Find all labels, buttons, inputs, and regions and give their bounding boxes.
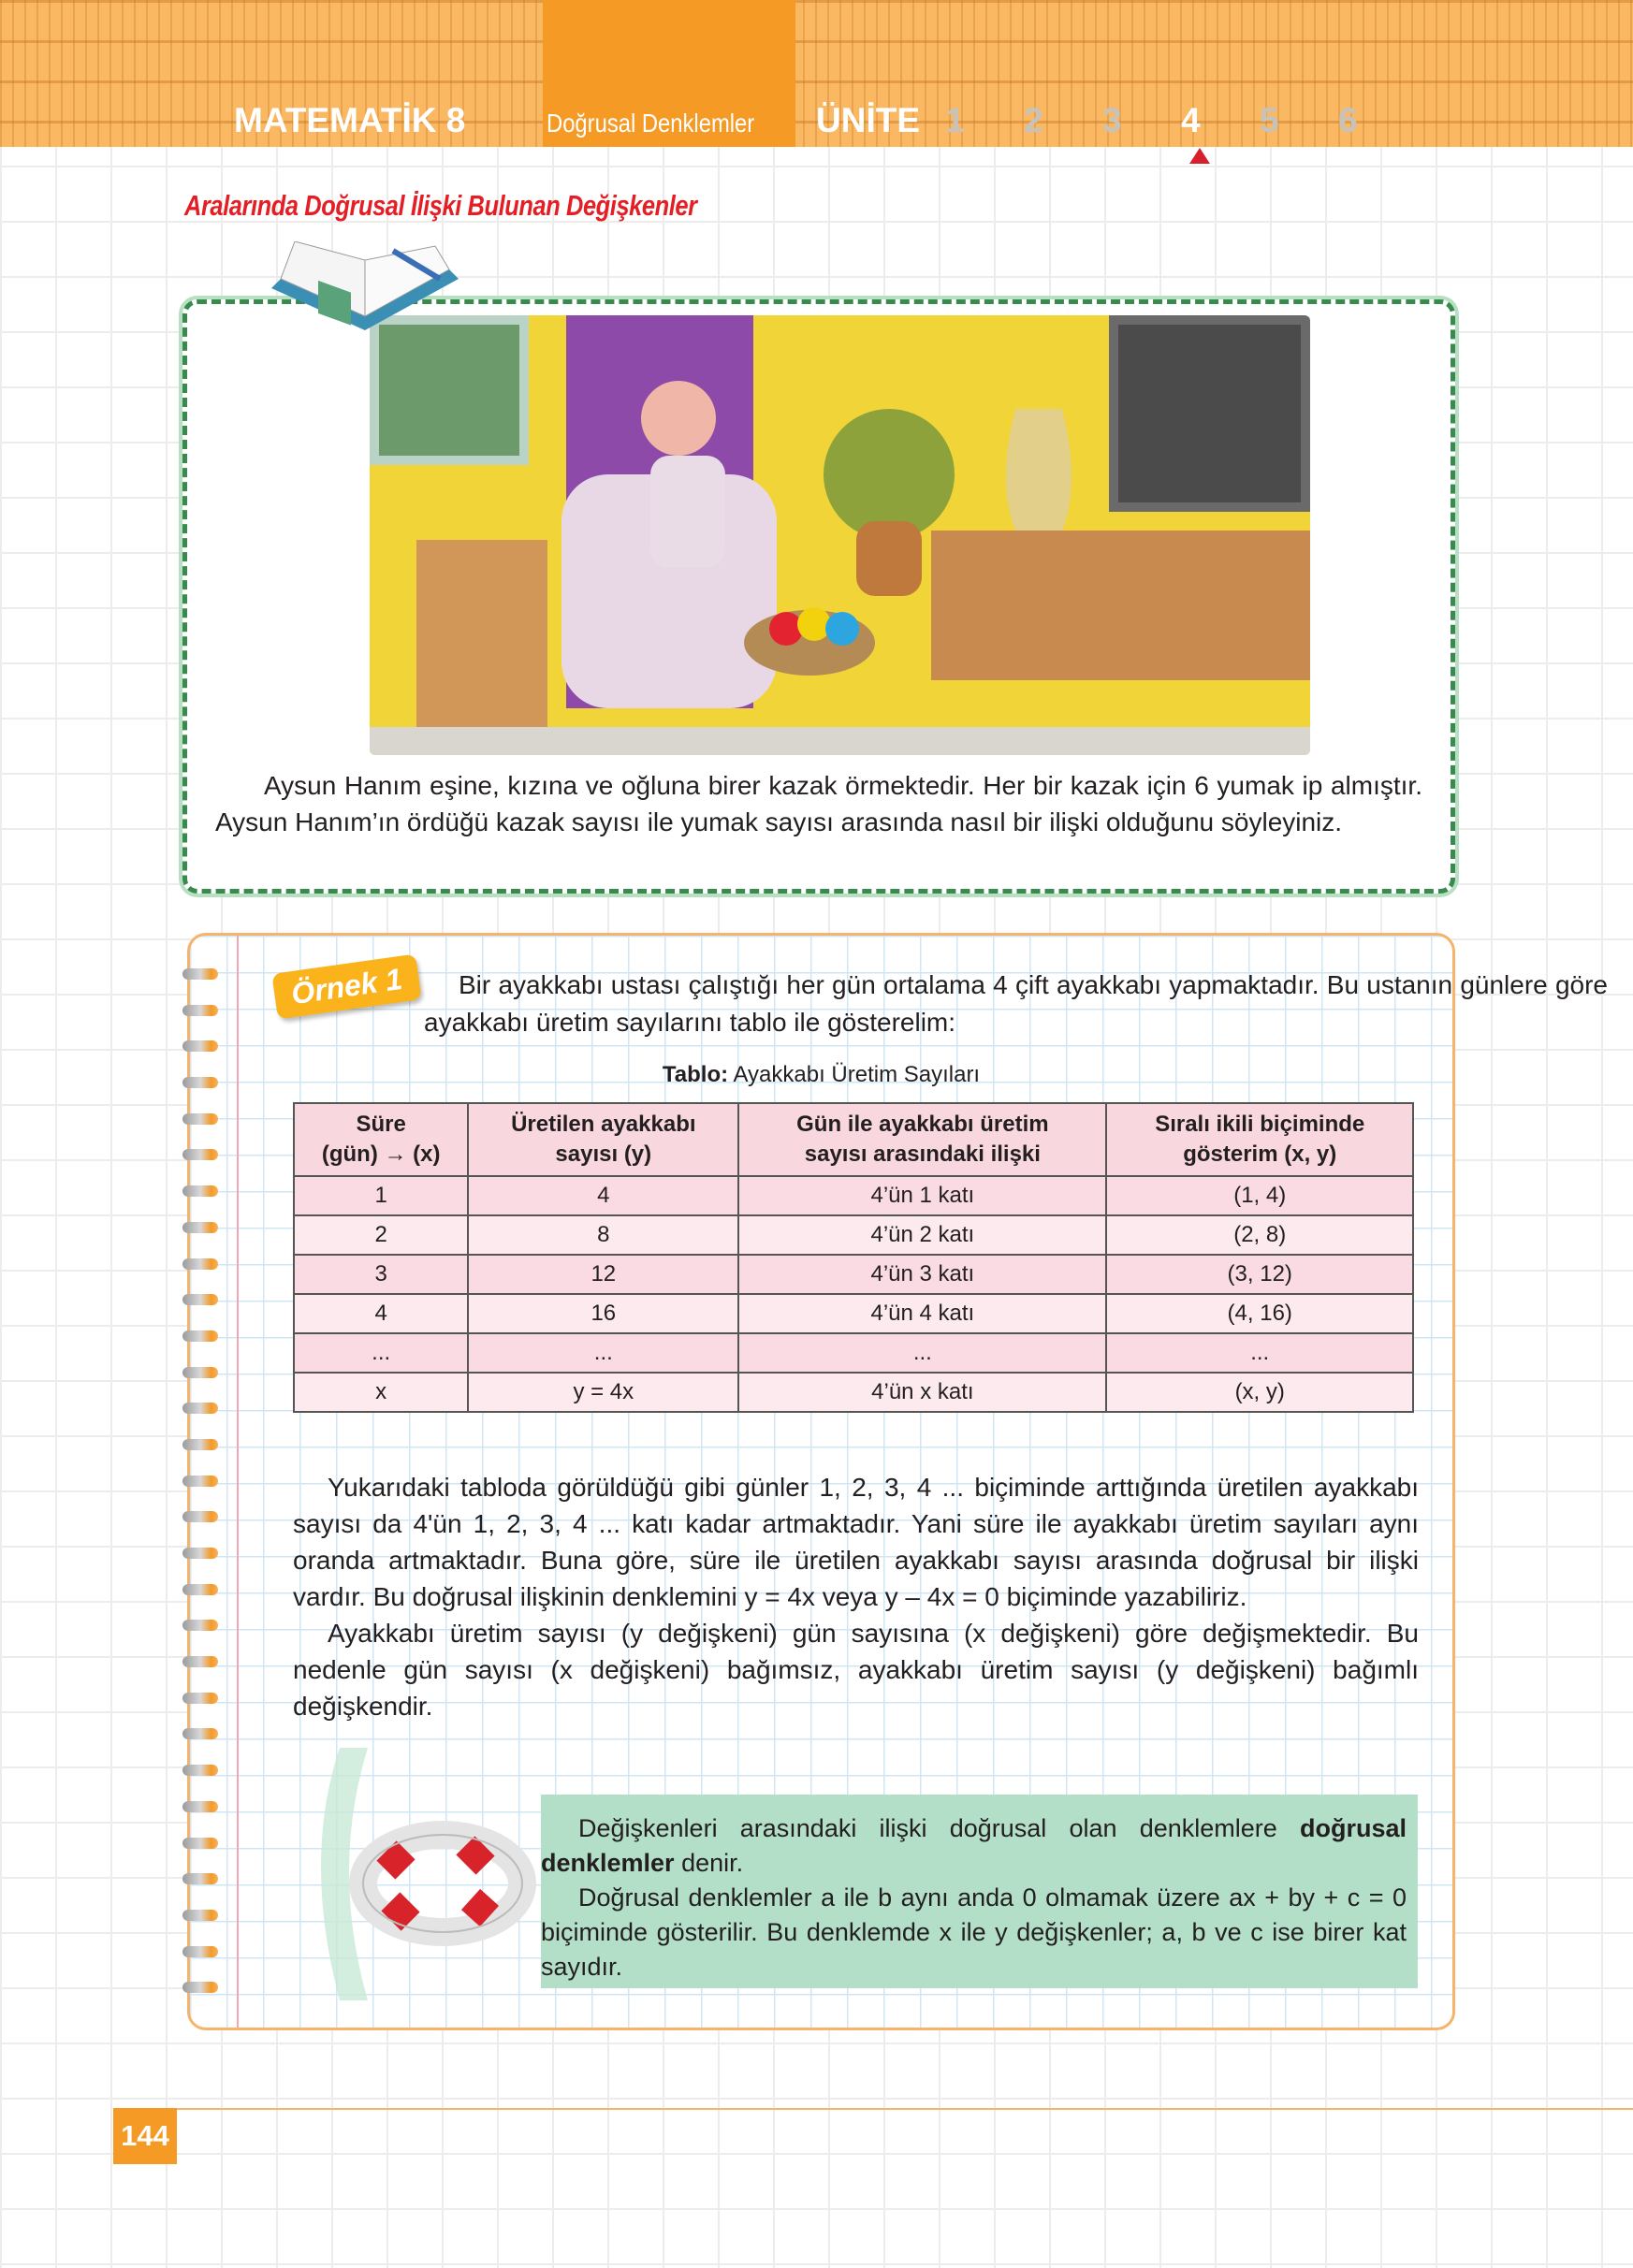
production-table [293, 1102, 1414, 1413]
table-row: 3 12 4’ün 3 katı (3, 12) [294, 1255, 1413, 1294]
subject-title: MATEMATİK 8 [234, 101, 466, 139]
definition-text: Değişkenleri arasındaki ilişki doğrusal olan denklemlere doğrusal denklemler denir. [541, 1814, 1407, 1877]
active-unit-marker-icon [1189, 148, 1210, 164]
page-number: 144 [113, 2108, 177, 2164]
definition-box [541, 1795, 1418, 1988]
unit-nav [945, 101, 1417, 140]
section-title: Aralarında Doğrusal İlişki Bulunan Değişkenler [184, 189, 697, 222]
example-intro-text: Bir ayakkabı ustası çalıştığı her gün ortalama 4 çift ayakkabı yapmaktadır. Bu ustanın günlere göre ayakkabı üretim sayılarını tablo ile gösterelim: [424, 970, 1608, 1037]
column-header: Sıralı ikili biçiminde gösterim (x, y) [1106, 1103, 1413, 1176]
example-badge: Örnek 1 [271, 953, 421, 1019]
unit-1: 1 [945, 101, 965, 139]
table-row: 2 8 4’ün 2 katı (2, 8) [294, 1215, 1413, 1255]
unit-5: 5 [1260, 101, 1279, 139]
unit-6: 6 [1338, 101, 1358, 139]
unit-4-active: 4 [1181, 101, 1201, 139]
explanation-text: Yukarıdaki tabloda görüldüğü gibi günler 1, 2, 3, 4 ... biçiminde arttığında üretilen ayakkabı sayısı da 4'ün 1, 2, 3, 4 ... katı kadar artmaktadır. Yani süre ile ayakkabı üretim sayıları aynı oranda artmaktadır. Buna göre, süre ile üretilen ayakkabı sayısı arasında doğrusal bir ilişki vardır. Bu doğrusal ilişkinin denklemini y = 4x veya y – 4x = 0 biçiminde yazabiliriz. Ayakkabı üretim sayısı (y değişkeni) gün sayısına (x değişkeni) göre değişmektedir. Bu nedenle gün sayısı (x değişkeni) bağımsız, ayakkabı üretim sayısı (y değişkeni) bağımlı değişkendir. [293, 1473, 1419, 1721]
table-row: 4 16 4’ün 4 katı (4, 16) [294, 1294, 1413, 1333]
unit-label: ÜNİTE [816, 101, 920, 139]
lifebuoy-icon [284, 1748, 546, 2000]
unit-3: 3 [1102, 101, 1122, 139]
chapter-title: Doğrusal Denklemler [547, 109, 755, 138]
table-header-row [294, 1103, 1413, 1176]
table-caption: Tablo: Ayakkabı Üretim Sayıları [662, 1062, 981, 1087]
general-form-text: Doğrusal denklemler a ile b aynı anda 0 olmamak üzere ax + by + c = 0 biçiminde gösterilir. Bu denklemde x ile y değişkenler; a, b ve c ise birer kat sayıdır. [541, 1883, 1407, 1981]
page-header [0, 0, 1633, 147]
notebook-margin-line [237, 936, 239, 2028]
table-row: 1 4 4’ün 1 katı (1, 4) [294, 1176, 1413, 1215]
open-book-icon [262, 241, 468, 344]
column-header: Gün ile ayakkabı üretim sayısı arasındaki ilişki [738, 1103, 1106, 1176]
intro-problem-text: Aysun Hanım eşine, kızına ve oğluna birer kazak örmektedir. Her bir kazak için 6 yumak ip almıştır. Aysun Hanım’ın ördüğü kazak sayısı ile yumak sayısı arasında nasıl bir ilişki olduğunu söyleyiniz. [215, 771, 1422, 836]
column-header: Üretilen ayakkabı sayısı (y) [468, 1103, 738, 1176]
footer-line [113, 2108, 1633, 2110]
spiral-binding [182, 968, 218, 2018]
unit-2: 2 [1024, 101, 1043, 139]
table-row: x y = 4x 4’ün x katı (x, y) [294, 1373, 1413, 1412]
knitting-woman-illustration [370, 315, 1310, 755]
table-row: ... ... ... ... [294, 1333, 1413, 1373]
example-box [187, 933, 1608, 2030]
column-header: Süre (gün) → (x) [294, 1103, 468, 1176]
intro-illustration-box [182, 299, 1455, 894]
